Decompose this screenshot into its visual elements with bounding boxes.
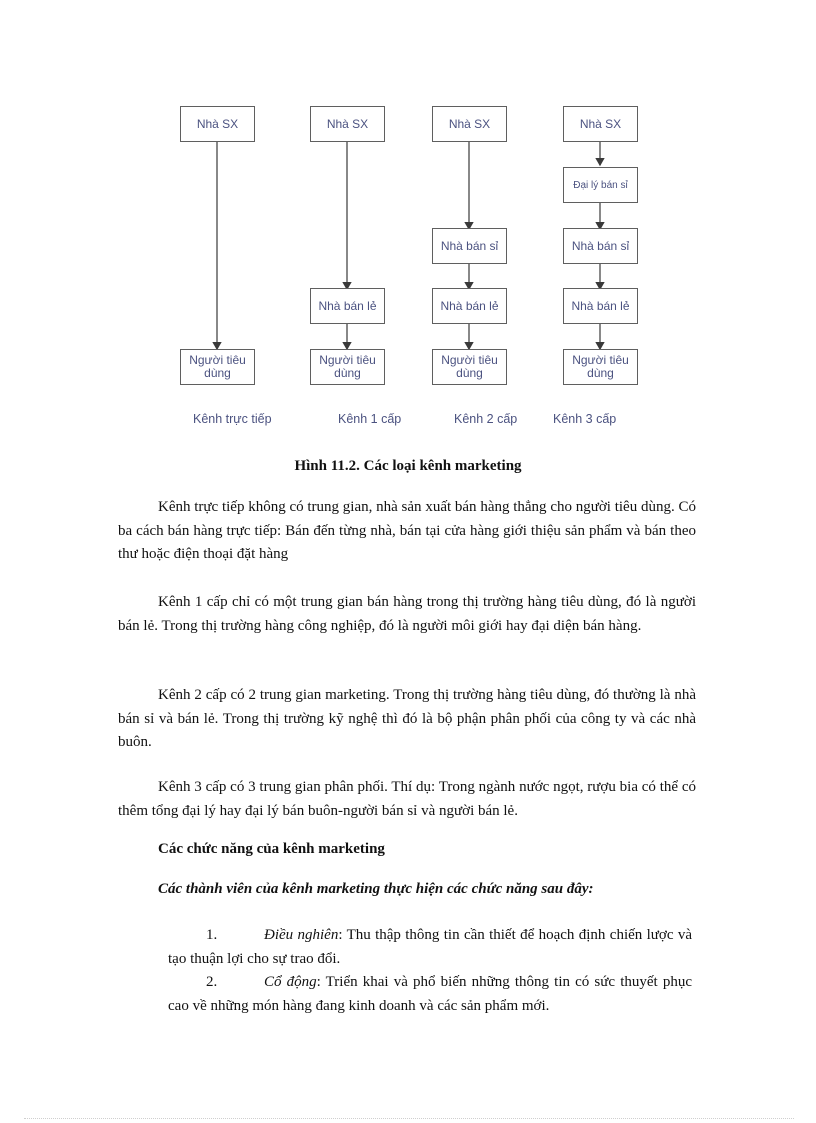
list-number: 1. <box>206 927 218 943</box>
box-c3-producer: Nhà SX <box>563 106 638 142</box>
diagram-arrows <box>0 0 816 440</box>
paragraph-2-level-channel: Kênh 2 cấp có 2 trung gian marketing. Trong thị trường hàng tiêu dùng, đó thường là nhà bán sỉ và bán lẻ. Trong thị trường kỹ nghệ thì đó là bộ phận phân phối của công ty và các nhà buôn. <box>118 687 696 750</box>
box-c3-consumer: Người tiêu dùng <box>563 349 638 385</box>
box-direct-producer: Nhà SX <box>180 106 255 142</box>
box-c2-consumer: Người tiêu dùng <box>432 349 507 385</box>
section-subheading: Các thành viên của kênh marketing thực hiện các chức năng sau đây: <box>158 881 594 897</box>
box-c3-agent: Đại lý bán sỉ <box>563 167 638 203</box>
list-text: : Triển khai và phổ biến những thông tin có sức thuyết phục cao về những món hàng đang kinh doanh và các sản phẩm mới. <box>168 974 692 1014</box>
figure-caption: Hình 11.2. Các loại kênh marketing <box>294 458 522 474</box>
paragraph-direct-channel: Kênh trực tiếp không có trung gian, nhà sản xuất bán hàng thẳng cho người tiêu dùng. Có ba cách bán hàng trực tiếp: Bán đến từng nhà, bán tại cửa hàng giới thiệu sản phẩm và bán theo thư hoặc điện thoại đặt hàng <box>118 499 696 562</box>
box-c1-retailer: Nhà bán lẻ <box>310 288 385 324</box>
box-c2-wholesaler: Nhà bán sỉ <box>432 228 507 264</box>
label-direct-channel: Kênh trực tiếp <box>193 412 272 426</box>
list-item-research <box>168 924 692 971</box>
box-c2-producer: Nhà SX <box>432 106 507 142</box>
box-c1-producer: Nhà SX <box>310 106 385 142</box>
box-c3-retailer: Nhà bán lẻ <box>563 288 638 324</box>
box-c1-consumer: Người tiêu dùng <box>310 349 385 385</box>
marketing-channel-diagram <box>0 0 816 440</box>
page-bottom-divider <box>24 1118 794 1119</box>
list-item-promotion <box>168 971 692 1018</box>
box-direct-consumer: Người tiêu dùng <box>180 349 255 385</box>
paragraph-3-level-channel: Kênh 3 cấp có 3 trung gian phân phối. Thí dụ: Trong ngành nước ngọt, rượu bia có thể có thêm tổng đại lý hay đại lý bán buôn-người bán sỉ và người bán lẻ. <box>118 779 696 819</box>
section-heading: Các chức năng của kênh marketing <box>158 841 385 857</box>
list-term: Điều nghiên <box>264 927 339 943</box>
list-term: Cổ động <box>264 974 317 990</box>
label-3-level-channel: Kênh 3 cấp <box>553 412 617 426</box>
box-c2-retailer: Nhà bán lẻ <box>432 288 507 324</box>
box-c3-wholesaler: Nhà bán sỉ <box>563 228 638 264</box>
list-text: : Thu thập thông tin cần thiết để hoạch định chiến lược và tạo thuận lợi cho sự trao đổi. <box>168 927 692 967</box>
paragraph-1-level-channel: Kênh 1 cấp chỉ có một trung gian bán hàng trong thị trường hàng tiêu dùng, đó là người bán lẻ. Trong thị trường hàng công nghiệp, đó là người môi giới hay đại diện bán hàng. <box>118 594 696 634</box>
label-1-level-channel: Kênh 1 cấp <box>338 412 402 426</box>
list-number: 2. <box>206 974 218 990</box>
label-2-level-channel: Kênh 2 cấp <box>454 412 518 426</box>
